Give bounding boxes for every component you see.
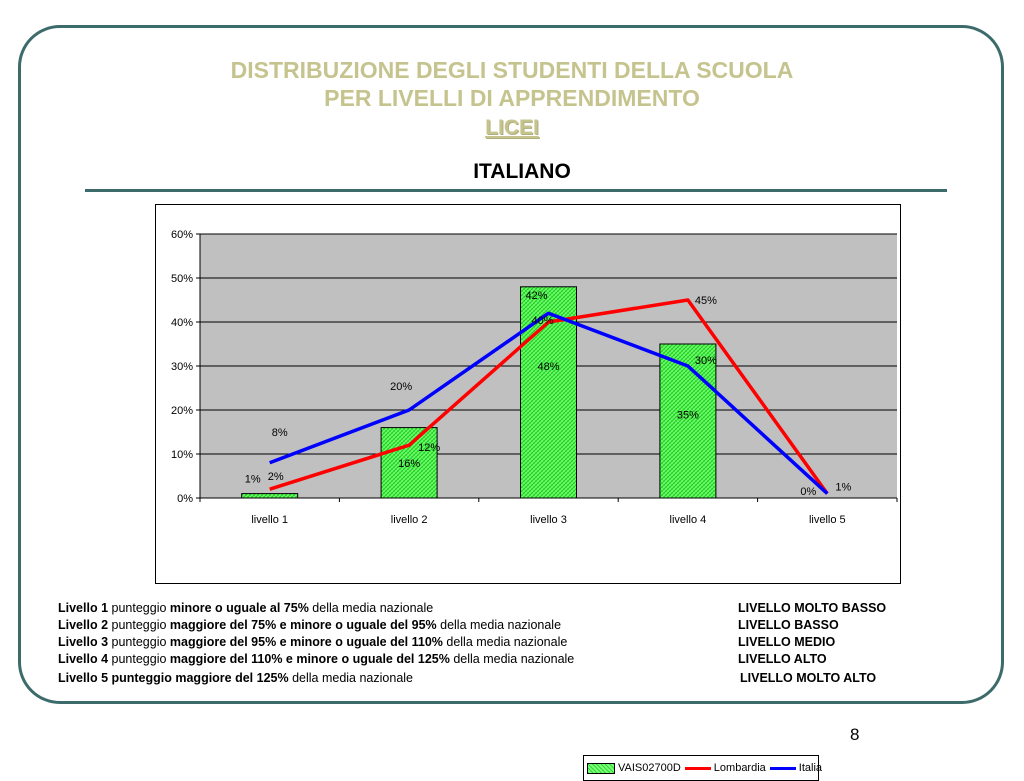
legend-swatch xyxy=(770,767,796,770)
level-name: LIVELLO MEDIO xyxy=(738,635,836,649)
divider-rule xyxy=(85,189,947,192)
level-name: LIVELLO ALTO xyxy=(738,652,827,666)
y-tick-label: 0% xyxy=(177,493,193,505)
slide-title-line2: PER LIVELLI DI APPRENDIMENTO xyxy=(324,85,700,111)
level-name: LIVELLO BASSO xyxy=(738,618,839,632)
data-label: 12% xyxy=(418,442,441,455)
data-label: 16% xyxy=(398,457,421,470)
data-label: 40% xyxy=(531,315,554,327)
level-name: LIVELLO MOLTO BASSO xyxy=(738,601,887,615)
data-label: 42% xyxy=(525,290,548,303)
legend-swatch xyxy=(587,763,615,774)
y-tick-label: 10% xyxy=(170,449,193,461)
legend-item-lombardia xyxy=(685,762,766,774)
y-tick-label: 50% xyxy=(170,273,193,285)
legend-label: Italia xyxy=(798,762,823,774)
level-description: Livello 2 punteggio maggiore del 75% e minore o uguale del 95% della media nazionale xyxy=(58,618,562,632)
legend-item-italia xyxy=(770,762,822,774)
data-label: 45% xyxy=(694,295,717,307)
x-tick-label: livello 4 xyxy=(669,514,707,526)
chart-legend xyxy=(583,755,823,781)
x-tick-label: livello 2 xyxy=(390,514,428,526)
slide-title-line1: DISTRIBUZIONE DEGLI STUDENTI DELLA SCUOLA xyxy=(230,57,794,83)
data-label: 20% xyxy=(390,381,413,393)
data-label: 48% xyxy=(537,361,560,373)
y-tick-label: 40% xyxy=(170,317,193,329)
level-description: Livello 4 punteggio maggiore del 110% e minore o uguale del 125% della media nazionale xyxy=(58,652,575,666)
data-label: 1% xyxy=(244,473,261,486)
y-tick-label: 30% xyxy=(170,361,193,373)
subject-heading: ITALIANO xyxy=(473,160,571,183)
x-tick-label: livello 1 xyxy=(251,514,289,526)
level-note-row xyxy=(58,634,958,651)
level-note-row xyxy=(58,670,958,687)
data-label: 35% xyxy=(676,409,699,422)
level-note-row xyxy=(58,600,958,617)
level-name: LIVELLO MOLTO ALTO xyxy=(740,671,877,685)
level-note-row xyxy=(58,617,958,634)
legend-swatch xyxy=(685,767,711,770)
bar xyxy=(242,494,298,498)
legend-label: VAIS02700D xyxy=(618,762,681,774)
data-label: 30% xyxy=(694,355,717,367)
data-label: 8% xyxy=(271,426,288,439)
combo-chart xyxy=(156,205,900,583)
y-tick-label: 20% xyxy=(170,405,193,417)
page-number: 8 xyxy=(850,725,860,744)
level-note-row xyxy=(58,651,958,668)
legend-item-vais02700d xyxy=(587,762,681,774)
level-description: Livello 1 punteggio minore o uguale al 75% della media nazionale xyxy=(58,601,434,615)
legend-label: Lombardia xyxy=(713,762,766,774)
data-label: 0% xyxy=(800,486,817,498)
slide-title-line3: LICEI xyxy=(485,116,539,139)
data-label: 1% xyxy=(835,481,852,494)
x-tick-label: livello 5 xyxy=(808,514,846,526)
data-label: 2% xyxy=(267,471,284,484)
level-description: Livello 5 punteggio maggiore del 125% della media nazionale xyxy=(58,671,413,685)
level-description: Livello 3 punteggio maggiore del 95% e minore o uguale del 110% della media nazionale xyxy=(58,635,568,649)
level-notes xyxy=(58,600,958,687)
y-tick-label: 60% xyxy=(170,229,193,241)
x-tick-label: livello 3 xyxy=(530,514,567,526)
